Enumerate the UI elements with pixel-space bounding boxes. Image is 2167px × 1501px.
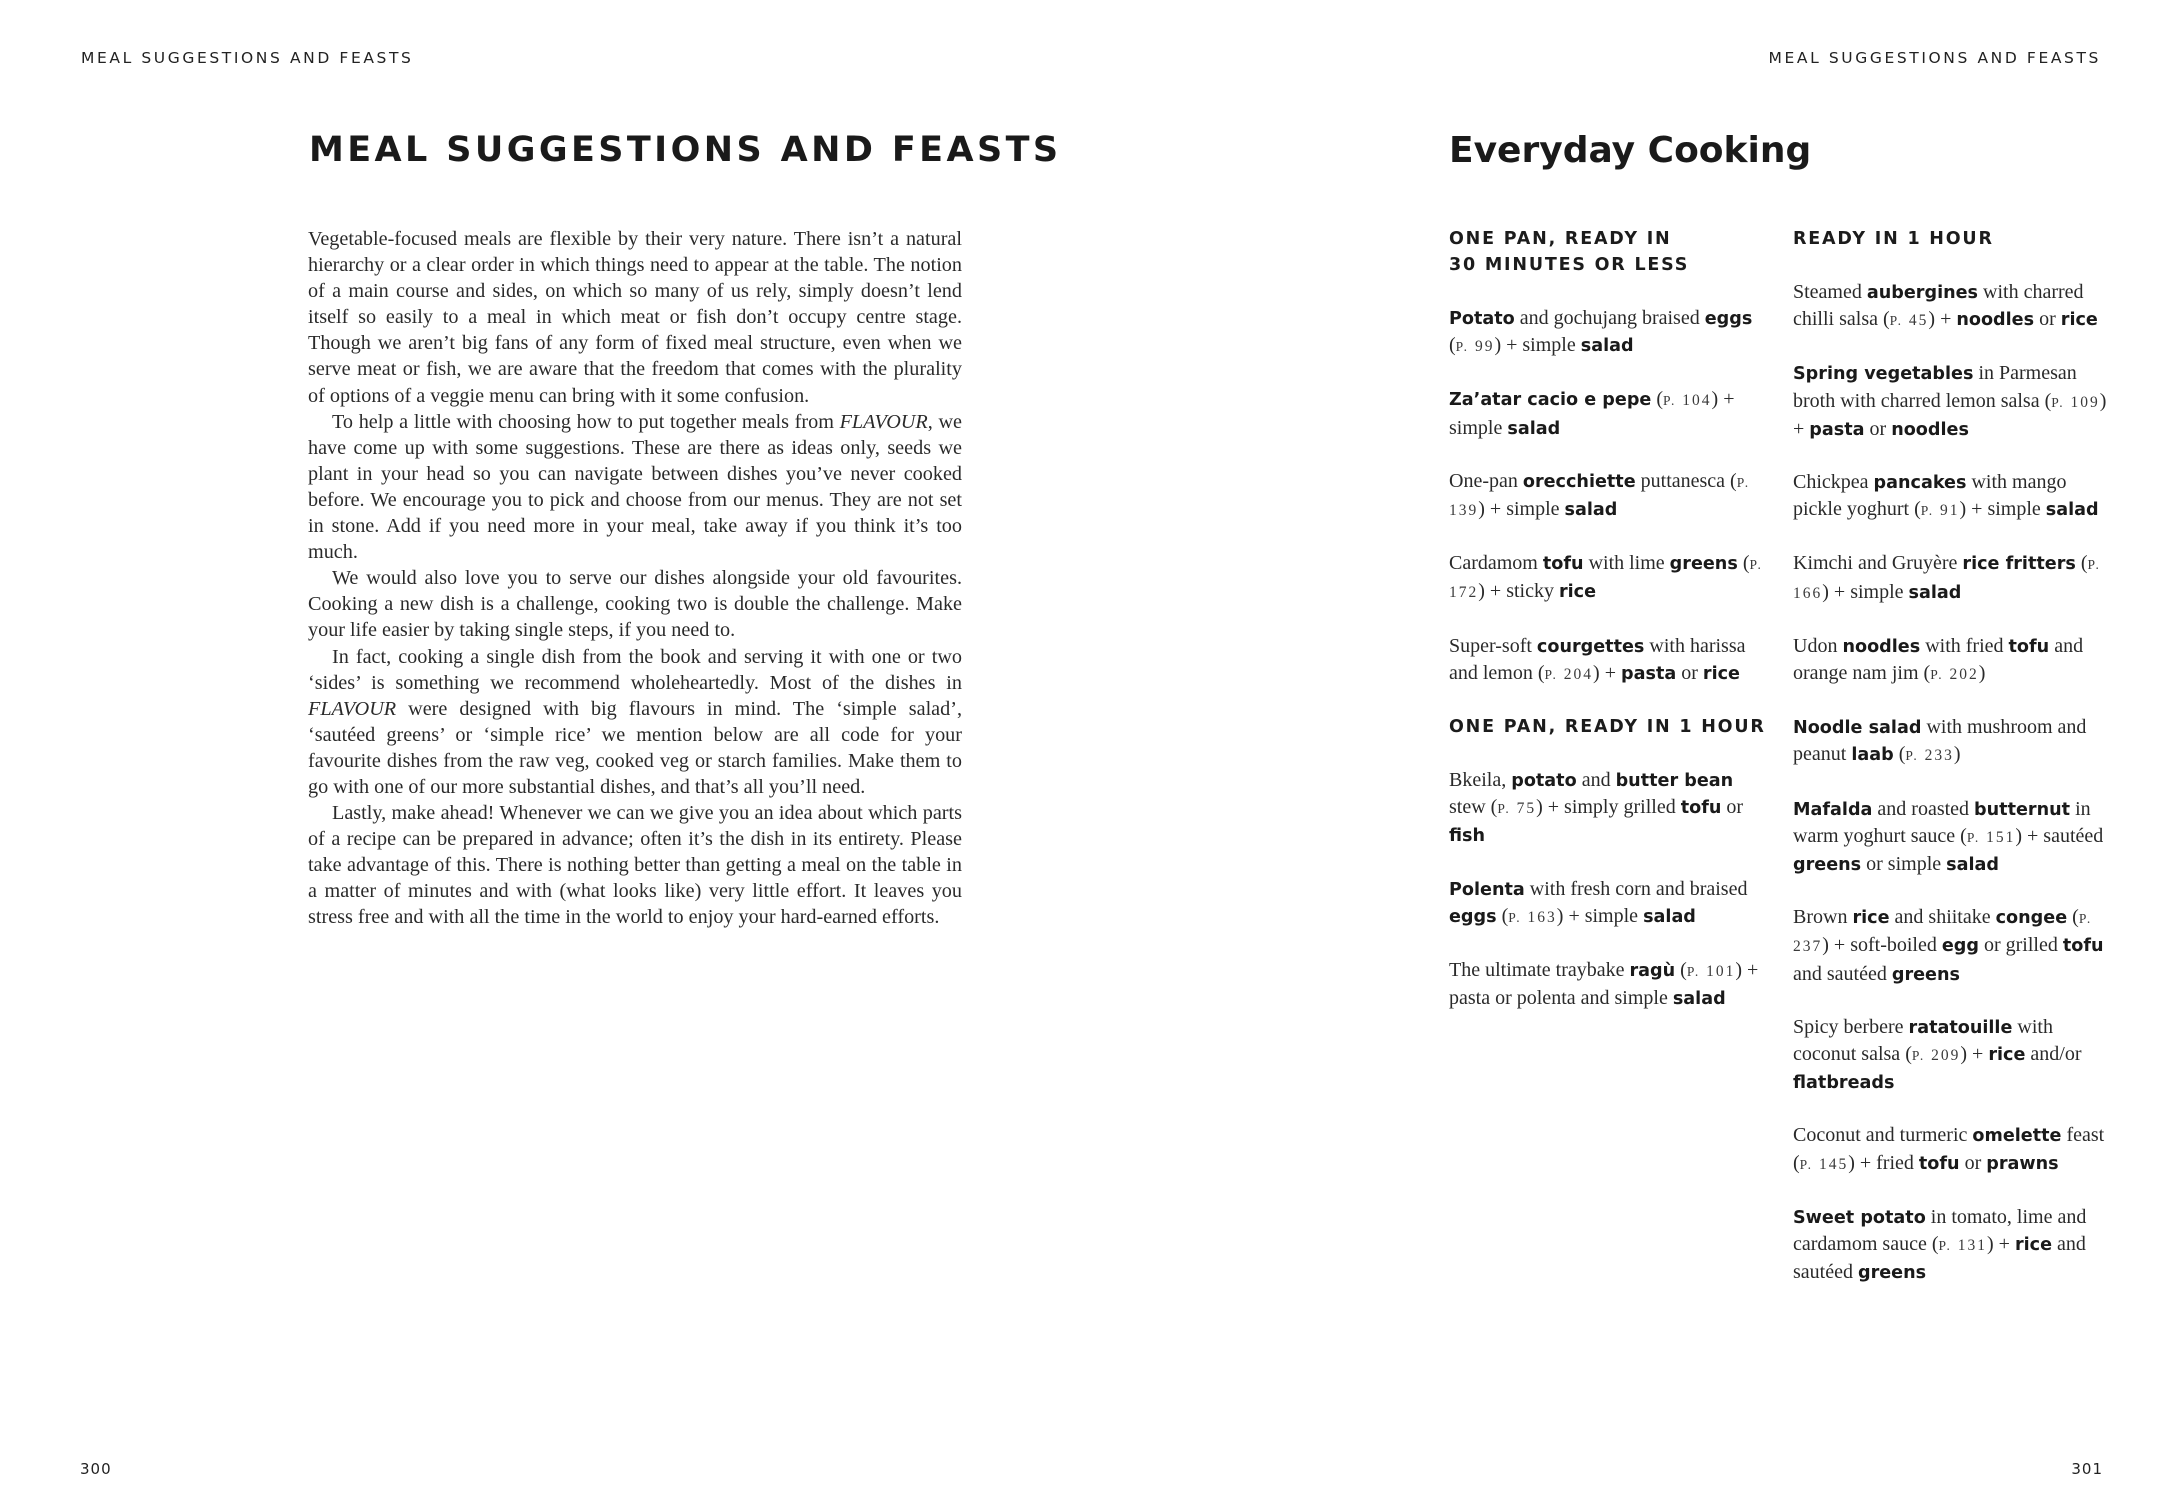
ingredient-highlight: fish	[1449, 826, 1486, 847]
menu-section-heading: ONE PAN, READY IN 1 HOUR	[1449, 717, 1766, 738]
paragraph-text: We would also love you to serve our dishes alongside your old favourites. Cooking a new dish is a challenge, cooking two is double the challenge. Make your life easier by taking single steps, if you need to.	[308, 567, 962, 642]
ingredient-highlight: pasta	[1809, 419, 1865, 440]
entry-text: or	[2034, 308, 2061, 331]
page-reference: P. 131	[1938, 1237, 1987, 1255]
entry-text: ) + sticky	[1478, 580, 1559, 603]
page-reference: P. 237	[1793, 911, 2093, 956]
entry-text: ) + simple	[1494, 334, 1581, 357]
paragraph-text: Lastly, make ahead! Whenever we can we give you an idea about which parts of a recipe can be prepared in advance; often it’s the dish in its entirety. Please take advantage of this. There is nothing better than getting a meal on the table in a matter of minutes and with (what looks like) very little effort. It leaves you stress free and with all the time in the world to enjoy your hard-earned efforts.	[308, 802, 962, 929]
paragraph-text: were designed with big flavours in mind. The ‘simple salad’, ‘sautéed greens’ or ‘simple rice’ we mention below are all code for your favourite dishes from the raw veg, cooked veg or starch families. Make them to go with one of our more substantial dishes, and that’s all you’ll need.	[308, 697, 962, 798]
entry-text: ) +	[1593, 661, 1621, 684]
ingredient-highlight: butternut	[1974, 799, 2071, 820]
meal-suggestion	[1793, 279, 2113, 334]
entry-text: (	[2075, 552, 2088, 575]
menu-column-2	[1793, 226, 2113, 1312]
ingredient-highlight: congee	[1995, 908, 2068, 929]
ingredient-highlight: omelette	[1972, 1126, 2062, 1147]
entry-text: and shiitake	[1889, 906, 1996, 929]
ingredient-highlight: ragù	[1629, 961, 1676, 982]
entry-text: )	[1953, 743, 1961, 766]
entry-text: ) + soft-boiled	[1822, 934, 1942, 957]
ingredient-highlight: rice	[2060, 310, 2098, 331]
ingredient-highlight: tofu	[2008, 636, 2050, 657]
entry-text: ) + sautéed	[2015, 824, 2104, 847]
meal-suggestion	[1449, 876, 1769, 931]
meal-suggestion	[1793, 633, 2113, 688]
page-reference: P. 91	[1920, 502, 1960, 520]
page-reference: P. 109	[2051, 393, 2100, 411]
ingredient-highlight: tofu	[1680, 798, 1722, 819]
page-reference: P. 209	[1911, 1047, 1961, 1065]
entry-text: Brown	[1793, 906, 1853, 929]
page-reference: P. 104	[1663, 392, 1712, 410]
meal-suggestion	[1449, 305, 1769, 360]
entry-text: )	[1978, 662, 1986, 685]
page-number-left: 300	[80, 1460, 112, 1478]
ingredient-highlight: Noodle salad	[1793, 718, 1922, 739]
entry-text: stew (	[1449, 796, 1498, 819]
ingredient-highlight: orecchiette	[1522, 471, 1636, 492]
ingredient-highlight: pasta	[1621, 663, 1677, 684]
page-reference: P. 202	[1930, 666, 1979, 684]
paragraph-text: In fact, cooking a single dish from the book and serving it with one or two ‘sides’ is something we recommend wholeheartedly. Most of the dishes in	[308, 645, 962, 694]
page-reference: P. 172	[1449, 557, 1763, 602]
ingredient-highlight: salad	[1643, 906, 1696, 927]
page-title-right: Everyday Cooking	[1449, 130, 1812, 171]
page-reference: P. 45	[1889, 312, 1929, 330]
ingredient-highlight: noodles	[1891, 419, 1969, 440]
ingredient-highlight: greens	[1669, 554, 1738, 575]
entry-text: Super-soft	[1449, 634, 1537, 657]
meal-suggestion	[1449, 957, 1769, 1012]
entry-text: Udon	[1793, 634, 1843, 657]
intro-paragraph	[308, 226, 962, 409]
ingredient-highlight: tofu	[1542, 554, 1584, 575]
page-reference: P. 145	[1799, 1155, 1849, 1173]
ingredient-highlight: rice	[1558, 582, 1597, 603]
meal-suggestion	[1793, 550, 2113, 606]
ingredient-highlight: Spring vegetables	[1793, 364, 1974, 385]
entry-text: (	[1496, 904, 1509, 927]
entry-text: or simple	[1861, 853, 1947, 876]
entry-text: (	[1675, 959, 1687, 982]
ingredient-highlight: courgettes	[1536, 636, 1645, 657]
entry-text: and sautéed	[1793, 1233, 2086, 1284]
meal-suggestion	[1793, 904, 2113, 988]
intro-paragraph	[308, 565, 962, 643]
entry-text: One-pan	[1449, 469, 1523, 492]
entry-text: (	[1651, 388, 1664, 411]
running-head-right: MEAL SUGGESTIONS AND FEASTS	[1768, 49, 2101, 67]
entry-text: Bkeila,	[1449, 769, 1512, 792]
entry-text: ) + simply grilled	[1536, 796, 1681, 819]
entry-text: ) + simple	[1449, 388, 1735, 439]
entry-text: (	[1449, 334, 1456, 357]
ingredient-highlight: tofu	[1918, 1153, 1960, 1174]
entry-text: with mango pickle yoghurt (	[1793, 471, 2067, 521]
paragraph-text: Vegetable-focused meals are flexible by their very nature. There isn’t a natural hierarchy or a clear order in which things need to appear at the table. The notion of a main course and sides, on which so many of us rely, simply doesn’t lend itself so easily to a meal in which meat or fish don’t occupy centre stage. Though we aren’t big fans of any form of fixed meal structure, even when we serve meat or fish, we are aware that the freedom that comes with the plurality of options of a veggie menu can bring with it some confusion.	[308, 228, 962, 407]
ingredient-highlight: Za’atar cacio e pepe	[1449, 390, 1652, 411]
ingredient-highlight: Polenta	[1449, 879, 1525, 900]
entry-text: with harissa and lemon (	[1449, 634, 1746, 684]
ingredient-highlight: salad	[1946, 855, 1999, 876]
entry-text: and/or	[2025, 1043, 2082, 1066]
ingredient-highlight: Mafalda	[1793, 799, 1873, 820]
meal-suggestion	[1793, 1122, 2113, 1177]
entry-text: with lime	[1583, 552, 1670, 575]
entry-text: or	[1676, 661, 1703, 684]
page-number-right: 301	[2071, 1460, 2103, 1478]
meal-suggestion	[1449, 767, 1769, 850]
page-reference: P. 233	[1905, 747, 1954, 765]
entry-text: Coconut and turmeric	[1793, 1124, 1973, 1147]
intro-text	[308, 226, 962, 931]
entry-text: in warm yoghurt sauce (	[1793, 797, 2091, 847]
ingredient-highlight: potato	[1511, 771, 1577, 792]
entry-text: with coconut salsa (	[1793, 1015, 2053, 1066]
meal-suggestion	[1449, 550, 1769, 606]
ingredient-highlight: tofu	[2062, 936, 2104, 957]
page-reference: P. 166	[1793, 557, 2101, 602]
entry-text: and gochujang braised	[1514, 307, 1705, 329]
ingredient-highlight: noodles	[1956, 310, 2035, 331]
entry-text: ) + simple	[1478, 498, 1565, 521]
ingredient-highlight: greens	[1857, 1263, 1927, 1284]
entry-text: or grilled	[1978, 934, 2063, 957]
paragraph-text: To help a little with choosing how to put together meals from	[332, 410, 840, 433]
ingredient-highlight: salad	[1908, 582, 1962, 603]
entry-text: and orange nam jim (	[1793, 634, 2084, 685]
entry-text: with mushroom and peanut	[1793, 716, 2087, 766]
ingredient-highlight: greens	[1891, 964, 1960, 985]
meal-suggestion	[1793, 469, 2113, 524]
entry-text: Kimchi and Gruyère	[1793, 552, 1963, 575]
meal-suggestion	[1449, 468, 1769, 524]
entry-text: ) + pasta or polenta and simple	[1449, 959, 1759, 1010]
right-page	[1084, 0, 2167, 1501]
meal-suggestion	[1793, 714, 2113, 769]
entry-text: (	[1893, 743, 1906, 766]
entry-text: ) + fried	[1848, 1151, 1919, 1174]
ingredient-highlight: eggs	[1449, 906, 1497, 927]
entry-text: or	[1721, 796, 1744, 819]
ingredient-highlight: egg	[1941, 936, 1979, 957]
meal-suggestion	[1793, 1204, 2113, 1287]
entry-text: with fresh corn and braised	[1524, 877, 1748, 900]
entry-text: (	[2067, 906, 2079, 929]
page-reference: P. 101	[1686, 963, 1736, 981]
ingredient-highlight: pancakes	[1873, 473, 1967, 494]
entry-text: The ultimate traybake	[1449, 959, 1630, 982]
entry-text: ) +	[1987, 1233, 2015, 1256]
ingredient-highlight: salad	[1564, 500, 1618, 521]
entry-text: feast (	[1793, 1124, 2105, 1174]
ingredient-highlight: rice	[1852, 908, 1890, 929]
ingredient-highlight: Potato	[1449, 309, 1515, 329]
entry-text: Cardamom	[1449, 552, 1543, 575]
ingredient-highlight: salad	[1580, 336, 1634, 357]
ingredient-highlight: noodles	[1842, 636, 1921, 657]
entry-text: with fried	[1920, 634, 2009, 657]
entry-text: with charred chilli salsa (	[1793, 281, 2084, 331]
meal-suggestion	[1793, 1014, 2113, 1097]
entry-text: ) +	[1960, 1043, 1989, 1066]
meal-suggestion	[1793, 360, 2113, 443]
ingredient-highlight: rice	[1988, 1045, 2026, 1066]
ingredient-highlight: salad	[1672, 989, 1726, 1010]
ingredient-highlight: rice	[1702, 663, 1740, 684]
meal-suggestion	[1449, 386, 1769, 441]
ingredient-highlight: prawns	[1986, 1153, 2059, 1174]
ingredient-highlight: greens	[1793, 855, 1862, 876]
entry-text: and	[1576, 769, 1616, 792]
ingredient-highlight: laab	[1851, 745, 1894, 766]
entry-text: or	[1959, 1151, 1987, 1174]
entry-text: and roasted	[1872, 797, 1975, 820]
page-reference: P. 163	[1508, 908, 1557, 926]
ingredient-highlight: salad	[2045, 500, 2099, 521]
page-reference: P. 139	[1449, 474, 1751, 520]
running-head-left: MEAL SUGGESTIONS AND FEASTS	[81, 49, 414, 67]
ingredient-highlight: rice fritters	[1962, 554, 2076, 575]
entry-text: ) +	[1928, 308, 1957, 331]
ingredient-highlight: salad	[1507, 418, 1561, 439]
entry-text: ) + simple	[1556, 904, 1644, 927]
left-page	[0, 0, 1083, 1501]
menu-section-heading: ONE PAN, READY IN 30 MINUTES OR LESS	[1449, 229, 1690, 275]
menu-column-1	[1449, 226, 1769, 1038]
book-title-text: FLAVOUR	[839, 410, 928, 433]
entry-text: ) +	[1793, 389, 2107, 440]
entry-text: or	[1864, 417, 1892, 440]
book-title-text: FLAVOUR	[308, 697, 397, 720]
intro-paragraph	[308, 644, 962, 801]
meal-suggestion	[1793, 796, 2113, 879]
ingredient-highlight: rice	[2014, 1235, 2053, 1256]
ingredient-highlight: butter bean	[1615, 771, 1734, 792]
entry-text: ) + simple	[1959, 498, 2046, 521]
entry-text: Chickpea	[1793, 471, 1874, 494]
entry-text: in tomato, lime and cardamom sauce (	[1793, 1205, 2087, 1256]
ingredient-highlight: Sweet potato	[1793, 1207, 1926, 1228]
page-reference: P. 99	[1455, 338, 1495, 356]
entry-text: puttanesca (	[1635, 469, 1737, 492]
page-reference: P. 204	[1544, 665, 1594, 683]
entry-text: in Parmesan broth with charred lemon salsa (	[1793, 362, 2077, 412]
intro-paragraph	[308, 800, 962, 930]
ingredient-highlight: eggs	[1704, 309, 1753, 329]
paragraph-text: , we have come up with some suggestions. These are there as ideas only, seeds we plant in your head so you can navigate between dishes you’ve never cooked before. We encourage you to pick and choose from our menus. They are not set in stone. Add if you need more in your meal, take away if you think it’s too much.	[308, 410, 962, 564]
meal-suggestion	[1449, 633, 1769, 688]
entry-text: ) + simple	[1822, 580, 1909, 603]
entry-text: and sautéed	[1793, 962, 1892, 985]
ingredient-highlight: aubergines	[1866, 283, 1979, 303]
menu-section-heading: READY IN 1 HOUR	[1793, 229, 1994, 249]
ingredient-highlight: ratatouille	[1908, 1017, 2013, 1038]
intro-paragraph	[308, 409, 962, 566]
entry-text: Steamed	[1793, 281, 1867, 303]
entry-text: (	[1737, 552, 1750, 575]
page-title-left: MEAL SUGGESTIONS AND FEASTS	[309, 130, 1062, 170]
ingredient-highlight: flatbreads	[1793, 1073, 1895, 1094]
entry-text: Spicy berbere	[1793, 1015, 1909, 1038]
page-reference: P. 151	[1966, 828, 2016, 846]
page-reference: P. 75	[1497, 800, 1537, 818]
